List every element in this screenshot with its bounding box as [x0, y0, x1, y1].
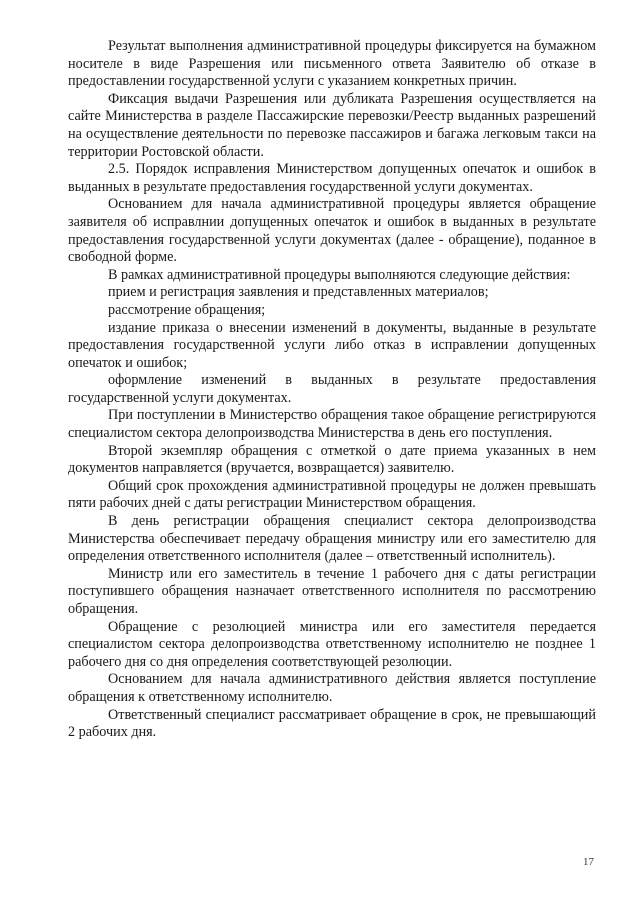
- paragraph: Основанием для начала административного действия является поступление обращения к ответственному исполнителю.: [68, 671, 596, 705]
- paragraph: Результат выполнения административной процедуры фиксируется на бумажном носителе в виде Разрешения или письменного ответа Заявителю об отказе в предоставлении государственной услуги с указанием конкретных причин.: [68, 38, 596, 90]
- page-number: 17: [583, 856, 594, 868]
- list-item: оформление изменений в выданных в результате предоставления государственной услуги документах.: [68, 372, 596, 406]
- paragraph: Ответственный специалист рассматривает обращение в срок, не превышающий 2 рабочих дня.: [68, 706, 596, 741]
- paragraph: Фиксация выдачи Разрешения или дубликата Разрешения осуществляется на сайте Министерства в разделе Пассажирские перевозки/Реестр выданных разрешений на осуществление деятельности по перевозке пассажиров и багажа легковым такси на территории Ростовской области.: [68, 90, 596, 160]
- paragraph: Общий срок прохождения административной процедуры не должен превышать пяти рабочих дней с даты регистрации Министерством обращения.: [68, 477, 596, 512]
- paragraph: В день регистрации обращения специалист сектора делопроизводства Министерства обеспечивает передачу обращения министру или его заместителю для определения ответственного исполнителя (далее – ответственный исполнитель).: [68, 513, 596, 565]
- paragraph: При поступлении в Министерство обращения такое обращение регистрируются специалистом сектора делопроизводства Министерства в день его поступления.: [68, 407, 596, 442]
- section-heading: 2.5. Порядок исправления Министерством допущенных опечаток и ошибок в выданных в результате предоставления государственной услуги документах.: [68, 161, 596, 195]
- paragraph: В рамках административной процедуры выполняются следующие действия:: [108, 266, 571, 283]
- paragraph: Министр или его заместитель в течение 1 рабочего дня с даты регистрации поступившего обращения назначает ответственного исполнителя по рассмотрению обращения.: [68, 565, 596, 617]
- paragraph: Основанием для начала административной процедуры является обращение заявителя об исправлнии допущенных опечаток и ошибок в выданных в результате предоставления государственной услуги документах (далее - обращение), поданное в свободной форме.: [68, 196, 596, 266]
- list-item: рассмотрение обращения;: [108, 301, 266, 318]
- paragraph: Второй экземпляр обращения с отметкой о дате приема указанных в нем документов направляется (вручается, возвращается) заявителю.: [68, 442, 596, 477]
- list-item: прием и регистрация заявления и представленных материалов;: [108, 284, 489, 301]
- list-item: издание приказа о внесении изменений в документы, выданные в результате предоставления государственной услуги либо отказ в исправлении допущенных опечаток и ошибок;: [68, 319, 596, 371]
- document-body: [68, 38, 596, 742]
- paragraph: Обращение с резолюцией министра или его заместителя передается специалистом сектора делопроизводства ответственному исполнителю не позднее 1 рабочего дня со дня определения соответствующей резолюции.: [68, 618, 596, 670]
